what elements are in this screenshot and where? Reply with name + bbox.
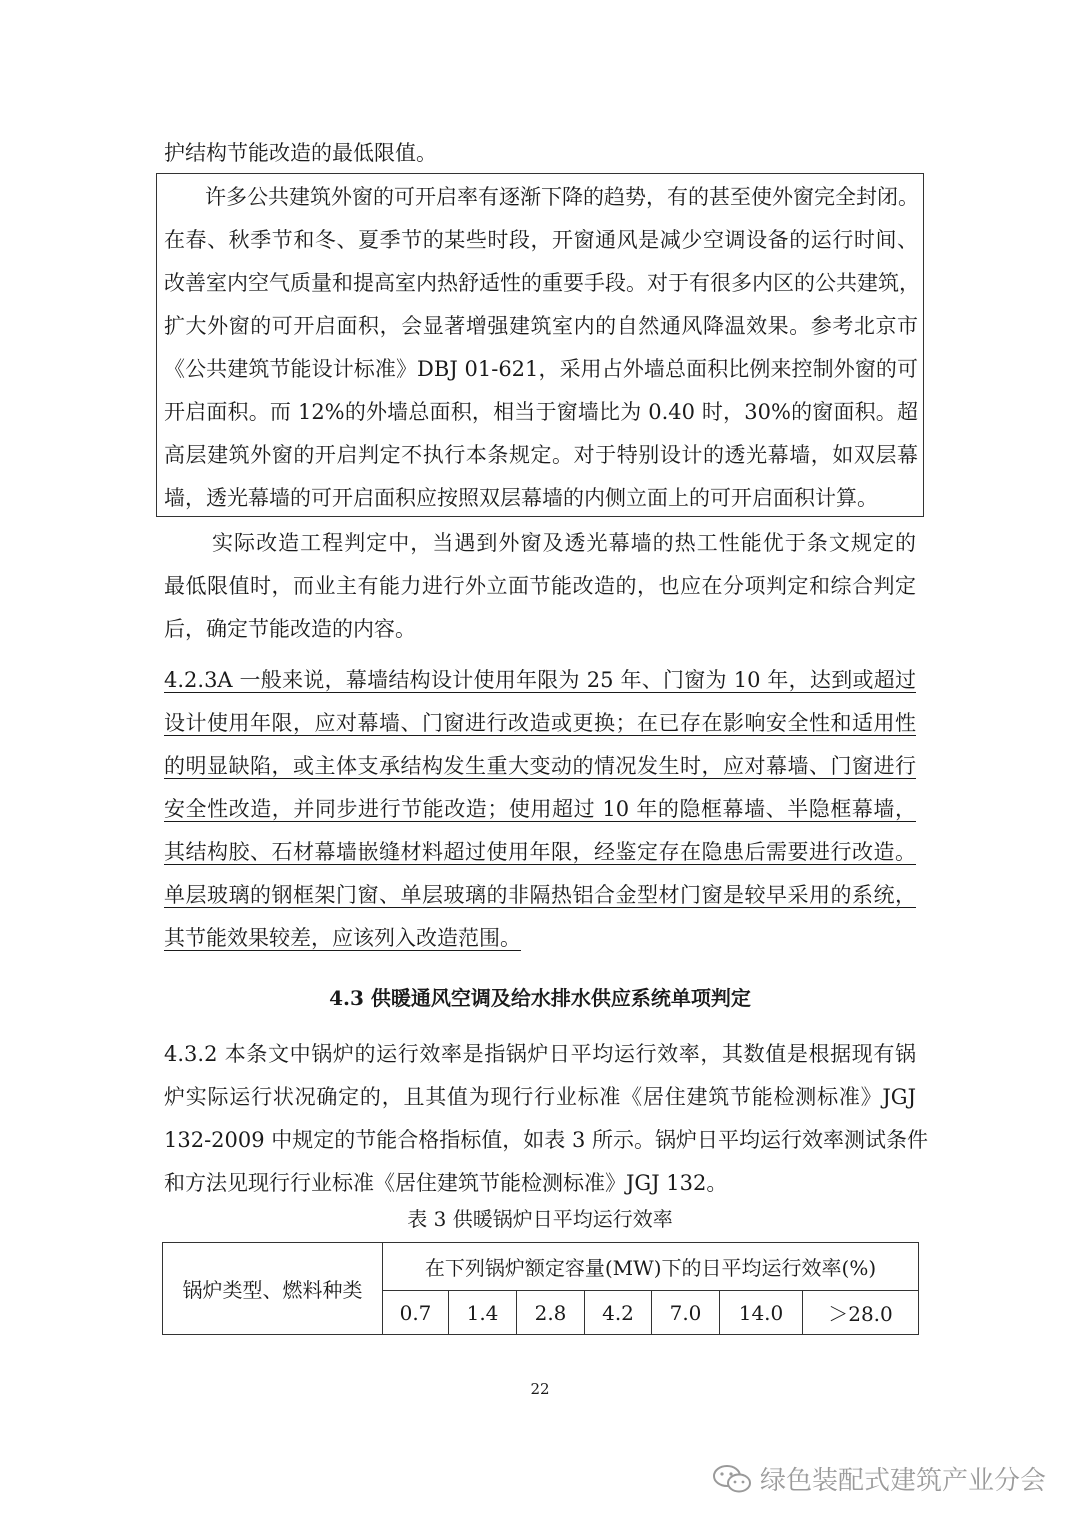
table-cell: ＞28.0: [803, 1291, 919, 1335]
table-cell: 7.0: [652, 1291, 720, 1335]
page-number: 22: [530, 1380, 550, 1398]
wechat-icon: [712, 1464, 752, 1494]
efficiency-table: [162, 1242, 919, 1335]
clause-line: 的明显缺陷，或主体支承结构发生重大变动的情况发生时，应对幕墙、门窗进行: [164, 754, 916, 778]
clause-line: 设计使用年限，应对幕墙、门窗进行改造或更换；在已存在影响安全性和适用性: [164, 711, 916, 735]
table-cell: 1.4: [449, 1291, 517, 1335]
table-caption: 表 3 供暖锅炉日平均运行效率: [407, 1207, 673, 1231]
clause-line: 其结构胶、石材幕墙嵌缝材料超过使用年限，经鉴定存在隐患后需要进行改造。: [164, 840, 916, 864]
note-line: 开启面积。而 12%的外墙总面积，相当于窗墙比为 0.40 时，30%的窗面积。超: [164, 400, 918, 424]
note-line: 高层建筑外窗的开启判定不执行本条规定。对于特别设计的透光幕墙，如双层幕: [164, 443, 918, 467]
table-row-header: 锅炉类型、燃料种类: [163, 1243, 383, 1335]
clause-line: 炉实际运行状况确定的，且其值为现行行业标准《居住建筑节能检测标准》JGJ: [164, 1085, 916, 1109]
note-line: 《公共建筑节能设计标准》DBJ 01-621，采用占外墙总面积比例来控制外窗的可: [164, 357, 918, 381]
table-cell: 0.7: [383, 1291, 449, 1335]
note-line: 在春、秋季节和冬、夏季节的某些时段，开窗通风是减少空调设备的运行时间、: [164, 228, 918, 252]
watermark: [712, 1460, 1046, 1497]
table-cell: 2.8: [517, 1291, 585, 1335]
clause-line: 安全性改造，并同步进行节能改造；使用超过 10 年的隐框幕墙、半隐框幕墙，: [164, 797, 916, 821]
note-line: 墙，透光幕墙的可开启面积应按照双层幕墙的内侧立面上的可开启面积计算。: [164, 486, 878, 510]
table-cell: 14.0: [720, 1291, 803, 1335]
note-line: 改善室内空气质量和提高室内热舒适性的重要手段。对于有很多内区的公共建筑，: [164, 271, 920, 295]
paragraph-line: 实际改造工程判定中，当遇到外窗及透光幕墙的热工性能优于条文规定的: [212, 531, 916, 555]
table-cell: 4.2: [585, 1291, 652, 1335]
clause-line: 4.3.2 本条文中锅炉的运行效率是指锅炉日平均运行效率，其数值是根据现有锅: [164, 1042, 916, 1066]
clause-line: 4.2.3A 一般来说，幕墙结构设计使用年限为 25 年、门窗为 10 年，达到或超过: [164, 668, 916, 692]
section-heading: 4.3 供暖通风空调及给水排水供应系统单项判定: [329, 986, 751, 1010]
clause-line: 单层玻璃的钢框架门窗、单层玻璃的非隔热铝合金型材门窗是较早采用的系统，: [164, 883, 916, 907]
note-line: 许多公共建筑外窗的可开启率有逐渐下降的趋势，有的甚至使外窗完全封闭。: [205, 185, 919, 209]
paragraph-line: 最低限值时，而业主有能力进行外立面节能改造的，也应在分项判定和综合判定: [164, 574, 916, 598]
clause-line: 132-2009 中规定的节能合格指标值，如表 3 所示。锅炉日平均运行效率测试条件: [164, 1128, 929, 1152]
watermark-text: 绿色装配式建筑产业分会: [760, 1466, 1047, 1496]
clause-line: 和方法见现行行业标准《居住建筑节能检测标准》JGJ 132。: [164, 1171, 728, 1195]
top-line: 护结构节能改造的最低限值。: [164, 141, 437, 165]
clause-line: 其节能效果较差，应该列入改造范围。: [164, 926, 521, 950]
note-line: 扩大外窗的可开启面积，会显著增强建筑室内的自然通风降温效果。参考北京市: [164, 314, 918, 338]
paragraph-line: 后，确定节能改造的内容。: [164, 617, 416, 641]
table-group-header: 在下列锅炉额定容量(MW)下的日平均运行效率(%): [383, 1243, 919, 1291]
